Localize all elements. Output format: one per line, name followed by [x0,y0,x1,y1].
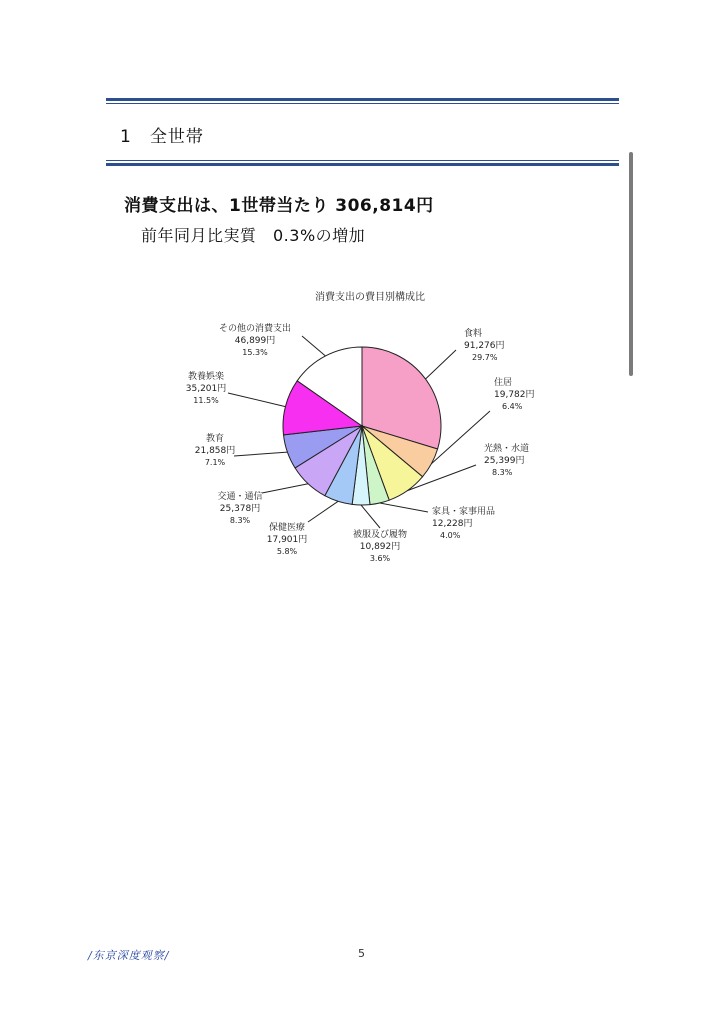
leader-line-7 [234,452,287,456]
slice-percent-label: 8.3% [492,468,513,477]
slice-amount-label: 12,228円 [432,519,473,529]
slice-percent-label: 7.1% [204,458,226,467]
slice-percent-label: 5.8% [276,547,298,556]
slice-name-label: 被服及び履物 [352,530,408,540]
slice-amount-label: 17,901円 [266,535,308,545]
slice-percent-label: 11.5% [193,396,219,405]
slice-percent-label: 8.3% [229,516,251,525]
slice-amount-label: 91,276円 [464,341,505,351]
chart-title: 消費支出の費目別構成比 [315,292,425,303]
slice-name-label: 交通・通信 [217,492,263,502]
slice-amount-label: 10,892円 [359,542,401,552]
slice-amount-label: 35,201円 [185,384,227,394]
leader-line-3 [380,503,428,512]
page-number: 5 [358,947,365,960]
section-title: 1 全世帯 [120,127,204,147]
slice-amount-label: 25,378円 [219,504,261,514]
leader-line-9 [302,336,326,356]
slice-amount-label: 19,782円 [494,390,535,400]
slice-name-label: 光熱・水道 [484,444,530,454]
slice-name-label: 教養娯楽 [187,372,225,382]
leader-line-5 [308,501,338,522]
headline: 消費支出は、1世帯当たり 306,814円 [124,196,434,216]
slice-name-label: 家具・家事用品 [432,507,496,517]
slice-percent-label: 6.4% [502,402,523,411]
leader-line-0 [426,350,457,379]
slice-name-label: 食料 [464,329,483,339]
slice-name-label: 保健医療 [268,523,306,533]
slice-percent-label: 4.0% [440,531,461,540]
slice-percent-label: 15.3% [242,348,268,357]
slice-name-label: 住居 [494,378,513,388]
leader-line-6 [262,484,308,493]
slice-name-label: 教育 [205,434,225,444]
subline: 前年同月比実質 0.3%の増加 [141,226,366,245]
slice-amount-label: 21,858円 [194,446,236,456]
footer-watermark: /东京深度观察/ [88,949,170,962]
slice-percent-label: 29.7% [472,353,498,362]
slice-name-label: その他の消費支出 [218,324,292,334]
slice-amount-label: 46,899円 [234,336,276,346]
slice-amount-label: 25,399円 [484,456,525,466]
leader-line-4 [361,505,380,528]
leader-line-8 [228,393,285,407]
slice-percent-label: 3.6% [369,554,391,563]
